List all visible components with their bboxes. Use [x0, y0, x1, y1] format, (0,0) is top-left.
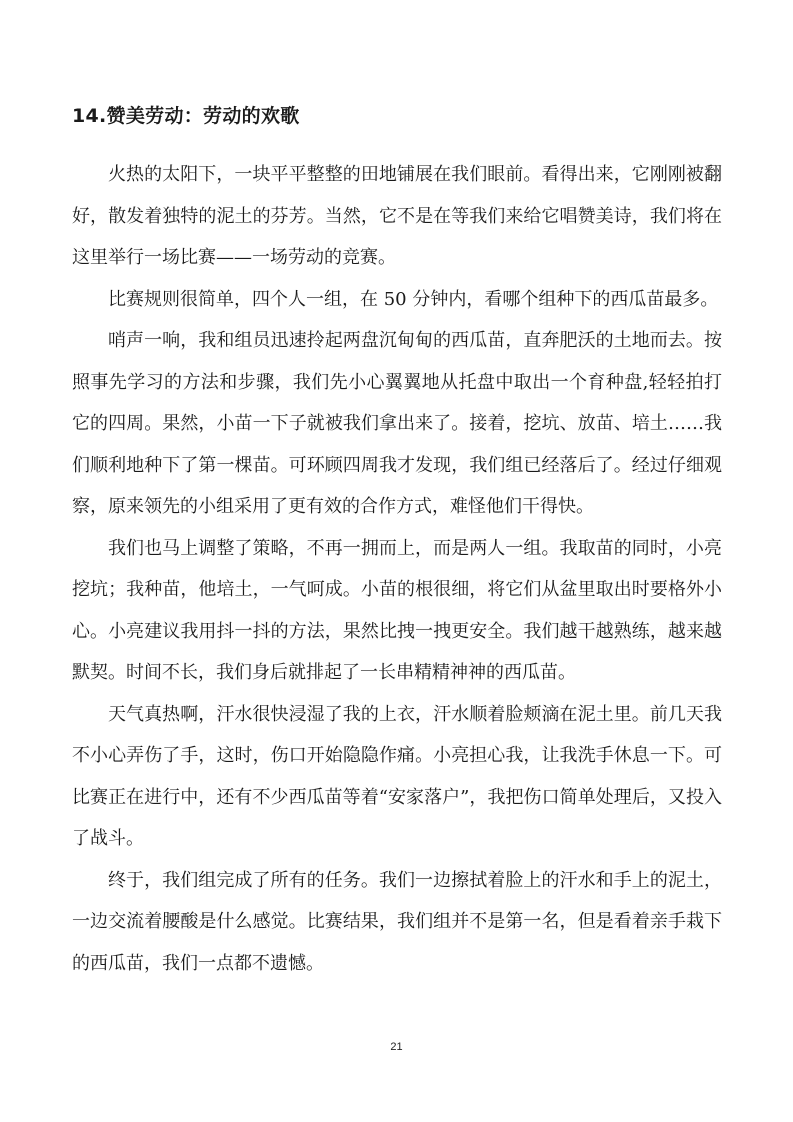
section-title: 14.赞美劳动：劳动的欢歌: [72, 105, 300, 127]
paragraph: 天气真热啊，汗水很快浸湿了我的上衣，汗水顺着脸颊滴在泥土里。前几天我不小心弄伤了手，这时，伤口开始隐隐作痛。小亮担心我，让我洗手休息一下。可比赛正在进行中，还有不少西瓜苗等着“安家落户”，我把伤口简单处理后，又投入了战斗。: [72, 703, 722, 849]
paragraph: 我们也马上调整了策略，不再一拥而上，而是两人一组。我取苗的同时，小亮挖坑；我种苗，他培土，一气呵成。小苗的根很细，将它们从盆里取出时要格外小心。小亮建议我用抖一抖的方法，果然比拽一拽更安全。我们越干越熟练，越来越默契。时间不长，我们身后就排起了一长串精精神神的西瓜苗。: [72, 537, 722, 683]
paragraph: 比赛规则很简单，四个人一组，在 50 分钟内，看哪个组种下的西瓜苗最多。: [108, 288, 719, 310]
paragraph: 哨声一响，我和组员迅速拎起两盘沉甸甸的西瓜苗，直奔肥沃的土地而去。按照事先学习的方法和步骤，我们先小心翼翼地从托盘中取出一个育种盘,轻轻拍打它的四周。果然，小苗一下子就被我们拿出来了。接着，挖坑、放苗、培土……我们顺利地种下了第一棵苗。可环顾四周我才发现，我们组已经落后了。经过仔细观察，原来领先的小组采用了更有效的合作方式，难怪他们干得快。: [72, 330, 722, 517]
paragraph: 火热的太阳下，一块平平整整的田地铺展在我们眼前。看得出来，它刚刚被翻好，散发着独特的泥土的芬芳。当然，它不是在等我们来给它唱赞美诗，我们将在这里举行一场比赛——一场劳动的竞赛。: [72, 164, 722, 268]
essay-body: [72, 154, 722, 984]
page-number: 21: [390, 1041, 403, 1053]
paragraph: 终于，我们组完成了所有的任务。我们一边擦拭着脸上的汗水和手上的泥土，一边交流着腰酸是什么感觉。比赛结果，我们组并不是第一名，但是看着亲手栽下的西瓜苗，我们一点都不遗憾。: [72, 869, 722, 974]
